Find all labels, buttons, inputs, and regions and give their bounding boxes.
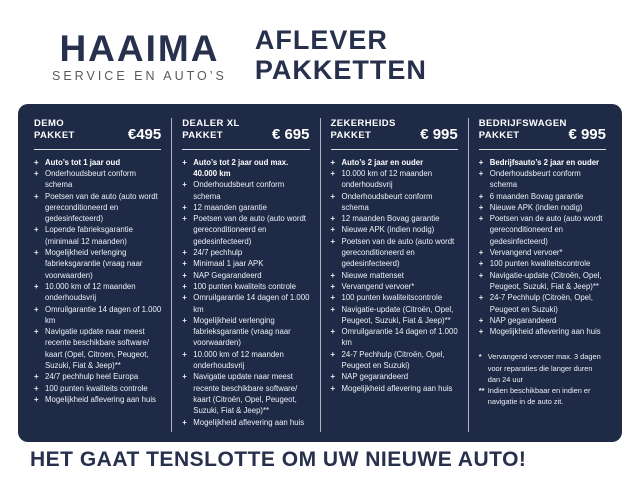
package-column-demo: [24, 118, 171, 432]
plus-bullet-icon: +: [34, 248, 39, 258]
package-item-text: Navigatie update naar meest recente beschikbare software/ kaart (Citroën, Opel, Peugeot, Suzuki, Fiat & Jeep)**: [193, 372, 298, 416]
package-item: [182, 258, 309, 269]
package-item-text: Omruilgarantie 14 dagen of 1.000 km: [45, 304, 162, 325]
package-item-text: 10.000 km of 12 maanden onderhoudsvrij: [341, 168, 433, 190]
package-item: [331, 304, 458, 327]
package-item: [479, 191, 606, 202]
package-item: [331, 270, 458, 281]
plus-bullet-icon: +: [182, 259, 187, 269]
package-item-text: Onderhoudsbeurt conform schema: [193, 180, 285, 201]
package-item: [34, 394, 161, 405]
plus-bullet-icon: +: [182, 349, 187, 359]
packages-panel: [18, 104, 622, 442]
package-name: [479, 118, 567, 143]
package-item: [331, 236, 458, 270]
package-item: [34, 281, 161, 304]
package-name-line2: PAKKET: [330, 130, 372, 142]
package-item: [479, 157, 606, 168]
plus-bullet-icon: +: [330, 214, 336, 224]
package-item-text: Omruilgarantie 14 dagen of 1.000 km: [193, 293, 310, 314]
package-item: [34, 304, 161, 327]
package-item-text: Mogelijkheid aflevering aan huis: [341, 383, 453, 393]
plus-bullet-icon: +: [34, 372, 39, 382]
footer-slogan: HET GAAT TENSLOTTE OM UW NIEUWE AUTO!: [30, 448, 527, 471]
footnotes: [479, 351, 606, 407]
footnote-mark: *: [478, 352, 482, 362]
page-title-line1: AFLEVER: [254, 25, 388, 55]
header-rule: [479, 149, 606, 150]
package-name-line1: DEMO: [34, 118, 65, 129]
package-item: [182, 315, 309, 349]
package-name-line1: DEALER XL: [182, 118, 240, 129]
package-item: [34, 168, 161, 191]
footnote: [479, 351, 606, 384]
plus-bullet-icon: +: [478, 191, 484, 201]
package-item: [331, 326, 458, 349]
plus-bullet-icon: +: [330, 191, 336, 201]
package-item-text: Mogelijkheid aflevering aan huis: [489, 327, 601, 337]
package-name-line1: ZEKERHEIDS: [330, 118, 396, 129]
page-title-line2: PAKKETTEN: [254, 54, 427, 85]
package-item: [331, 213, 458, 224]
plus-bullet-icon: +: [182, 248, 187, 258]
package-name-line2: PAKKET: [478, 130, 520, 142]
package-column-bedrijfswagen: [468, 118, 616, 432]
package-item-list: [34, 157, 161, 406]
package-item: [34, 157, 161, 168]
footnote-text: Indien beschikbaar en indien er navigatie in de auto zit.: [487, 385, 591, 406]
package-item-text: 24/7 pechhulp: [193, 248, 243, 258]
package-item-text: Poetsen van de auto (auto wordt gereconditioneerd en gedesinfecteerd): [45, 191, 158, 224]
package-item-text: 100 punten kwaliteits controle: [193, 281, 296, 291]
plus-bullet-icon: +: [34, 281, 39, 291]
package-item-text: NAP gegarandeerd: [489, 315, 557, 325]
package-item: [34, 191, 161, 225]
plus-bullet-icon: +: [182, 214, 187, 224]
package-item-text: Mogelijkheid verlenging fabrieksgarantie (vraag naar voorwaarden): [45, 248, 143, 280]
package-name: [182, 118, 239, 143]
package-item-text: 6 maanden Bovag garantie: [489, 191, 584, 201]
package-name: [331, 118, 396, 143]
package-item: [479, 315, 606, 326]
package-item: [34, 247, 161, 281]
package-item: [182, 417, 309, 428]
package-item-text: 12 maanden garantie: [193, 202, 267, 212]
package-item-list: [182, 157, 309, 428]
package-item: [182, 213, 309, 247]
package-item: [331, 168, 458, 191]
package-item-text: Poetsen van de auto (auto wordt gereconditioneerd en gedesinfecteerd): [489, 214, 603, 246]
plus-bullet-icon: +: [478, 168, 484, 178]
package-item: [182, 292, 309, 315]
package-name-line2: PAKKET: [182, 130, 224, 142]
package-item: [331, 383, 458, 394]
package-price: € 995: [420, 125, 458, 143]
package-item: [182, 281, 309, 292]
package-item-text: Omruilgarantie 14 dagen of 1.000 km: [341, 327, 458, 348]
plus-bullet-icon: +: [478, 327, 484, 337]
package-header: [182, 118, 309, 143]
package-item-text: Vervangend vervoer*: [341, 281, 415, 291]
plus-bullet-icon: +: [34, 327, 39, 337]
package-price: € 995: [568, 125, 606, 143]
package-item-text: Auto’s tot 1 jaar oud: [45, 157, 121, 167]
package-item-text: Mogelijkheid aflevering aan huis: [193, 417, 305, 427]
package-item-text: Onderhoudsbeurt conform schema: [489, 168, 581, 190]
package-item-text: Mogelijkheid verlenging fabrieksgarantie (vraag naar voorwaarden): [193, 315, 291, 348]
package-item-text: 24/7 pechhulp heel Europa: [45, 372, 139, 382]
plus-bullet-icon: +: [478, 248, 484, 258]
package-item-text: Auto’s tot 2 jaar oud max. 40.000 km: [193, 157, 289, 178]
package-item-text: Mogelijkheid aflevering aan huis: [45, 394, 156, 404]
package-item-text: Vervangend vervoer*: [489, 248, 563, 258]
package-item-text: Nieuwe APK (indien nodig): [489, 202, 583, 212]
footnote-mark: **: [478, 385, 485, 395]
header: [0, 0, 640, 85]
plus-bullet-icon: +: [34, 225, 39, 235]
package-item-list: [479, 157, 606, 338]
package-item: [479, 326, 606, 337]
plus-bullet-icon: +: [330, 225, 336, 235]
package-item-text: 10.000 km of 12 maanden onderhoudsvrij: [45, 281, 136, 303]
plus-bullet-icon: +: [330, 270, 336, 280]
package-item: [479, 270, 606, 293]
plus-bullet-icon: +: [34, 191, 39, 201]
plus-bullet-icon: +: [330, 383, 336, 393]
package-item-text: Minimaal 1 jaar APK: [193, 259, 264, 269]
package-item: [479, 258, 606, 269]
footnote: [479, 385, 606, 407]
package-price: €495: [127, 125, 162, 143]
package-price: € 695: [271, 125, 310, 143]
package-name-line2: PAKKET: [34, 130, 75, 142]
package-item-text: Nieuwe mattenset: [341, 270, 404, 280]
package-item-text: Poetsen van de auto (auto wordt gereconditioneerd en gedesinfecteerd): [341, 236, 455, 269]
page-title: [255, 26, 427, 85]
package-item: [34, 371, 161, 382]
package-item: [182, 371, 309, 416]
package-item: [331, 191, 458, 214]
plus-bullet-icon: +: [330, 293, 336, 303]
plus-bullet-icon: +: [330, 168, 336, 178]
package-item: [182, 349, 309, 372]
package-name-line1: BEDRIJFSWAGEN: [478, 118, 567, 129]
plus-bullet-icon: +: [478, 270, 484, 280]
package-column-dealer-xl: [171, 118, 319, 432]
package-item-text: Navigatie-update (Citroën, Opel, Peugeot, Suzuki, Fiat & Jeep)**: [489, 270, 602, 291]
package-item: [182, 247, 309, 258]
header-rule: [34, 149, 161, 150]
plus-bullet-icon: +: [182, 281, 187, 291]
plus-bullet-icon: +: [478, 259, 484, 269]
package-item-text: Nieuwe APK (indien nodig): [341, 225, 435, 235]
plus-bullet-icon: +: [182, 417, 187, 427]
package-item: [331, 224, 458, 235]
package-item-text: 100 punten kwaliteitscontrole: [489, 259, 591, 269]
package-item: [34, 224, 161, 247]
package-item-text: 100 punten kwaliteitscontrole: [341, 293, 443, 303]
plus-bullet-icon: +: [330, 236, 336, 246]
package-item: [479, 213, 606, 247]
plus-bullet-icon: +: [34, 157, 39, 167]
header-rule: [331, 149, 458, 150]
plus-bullet-icon: +: [182, 202, 187, 212]
package-item: [479, 292, 606, 315]
plus-bullet-icon: +: [182, 180, 187, 190]
plus-bullet-icon: +: [478, 157, 484, 167]
plus-bullet-icon: +: [34, 383, 39, 393]
plus-bullet-icon: +: [330, 349, 336, 359]
brand-tagline: SERVICE EN AUTO’S: [52, 69, 227, 83]
plus-bullet-icon: +: [330, 157, 336, 167]
plus-bullet-icon: +: [478, 202, 484, 212]
package-item: [479, 168, 606, 191]
plus-bullet-icon: +: [330, 372, 336, 382]
package-column-zekerheids: [320, 118, 468, 432]
plus-bullet-icon: +: [478, 214, 484, 224]
package-item: [182, 270, 309, 281]
package-item: [331, 371, 458, 382]
package-item: [331, 349, 458, 372]
package-item: [182, 202, 309, 213]
plus-bullet-icon: +: [330, 281, 336, 291]
plus-bullet-icon: +: [478, 293, 484, 303]
plus-bullet-icon: +: [182, 293, 187, 303]
package-item: [182, 179, 309, 202]
package-item-text: NAP gegarandeerd: [341, 372, 409, 382]
package-item: [34, 383, 161, 394]
package-item-text: NAP Gegarandeerd: [193, 270, 262, 280]
plus-bullet-icon: +: [182, 372, 187, 382]
plus-bullet-icon: +: [34, 304, 39, 314]
package-item: [331, 281, 458, 292]
header-rule: [182, 149, 309, 150]
package-item-text: 24-7 Pechhulp (Citroën, Opel, Peugeot en Suzuki): [489, 293, 593, 314]
package-item: [331, 157, 458, 168]
footnote-text: Vervangend vervoer max. 3 dagen voor reparaties die langer duren dan 24 uur: [487, 352, 601, 384]
package-header: [331, 118, 458, 143]
package-item-text: Onderhoudsbeurt conform schema: [45, 168, 137, 190]
package-item-text: Auto’s 2 jaar en ouder: [341, 157, 424, 167]
package-item-text: Navigatie update naar meest recente beschikbare software/ kaart (Opel, Citroen, Peugeot, Suzuki, Fiat & Jeep)**: [45, 327, 150, 371]
plus-bullet-icon: +: [182, 270, 187, 280]
package-item-text: 12 maanden Bovag garantie: [341, 214, 440, 224]
package-item: [182, 157, 309, 180]
package-item: [479, 247, 606, 258]
package-item-text: Bedrijfsauto’s 2 jaar en ouder: [489, 157, 600, 167]
package-item-text: Onderhoudsbeurt conform schema: [341, 191, 433, 212]
plus-bullet-icon: +: [478, 315, 484, 325]
package-item: [34, 326, 161, 371]
brand-logo: [52, 30, 227, 83]
plus-bullet-icon: +: [34, 394, 39, 404]
plus-bullet-icon: +: [182, 315, 187, 325]
package-header: [479, 118, 606, 143]
package-item-text: 100 punten kwaliteits controle: [45, 383, 148, 393]
package-item-text: 10.000 km of 12 maanden onderhoudsvrij: [193, 349, 284, 371]
package-item: [479, 202, 606, 213]
plus-bullet-icon: +: [182, 157, 187, 167]
package-item-text: Lopende fabrieksgarantie (minimaal 12 maanden): [45, 225, 133, 246]
package-header: [34, 118, 161, 143]
plus-bullet-icon: +: [330, 304, 336, 314]
package-name: [34, 118, 75, 143]
package-item-text: Poetsen van de auto (auto wordt gereconditioneerd en gedesinfecteerd): [193, 214, 306, 246]
package-item-text: 24-7 Pechhulp (Citroën, Opel, Peugeot en Suzuki): [341, 349, 445, 371]
brand-name: HAAIMA: [59, 28, 220, 69]
plus-bullet-icon: +: [330, 327, 336, 337]
plus-bullet-icon: +: [34, 168, 39, 178]
package-item-list: [331, 157, 458, 394]
package-item: [331, 292, 458, 303]
package-item-text: Navigatie-update (Citroën, Opel, Peugeot, Suzuki, Fiat & Jeep)**: [341, 304, 454, 325]
